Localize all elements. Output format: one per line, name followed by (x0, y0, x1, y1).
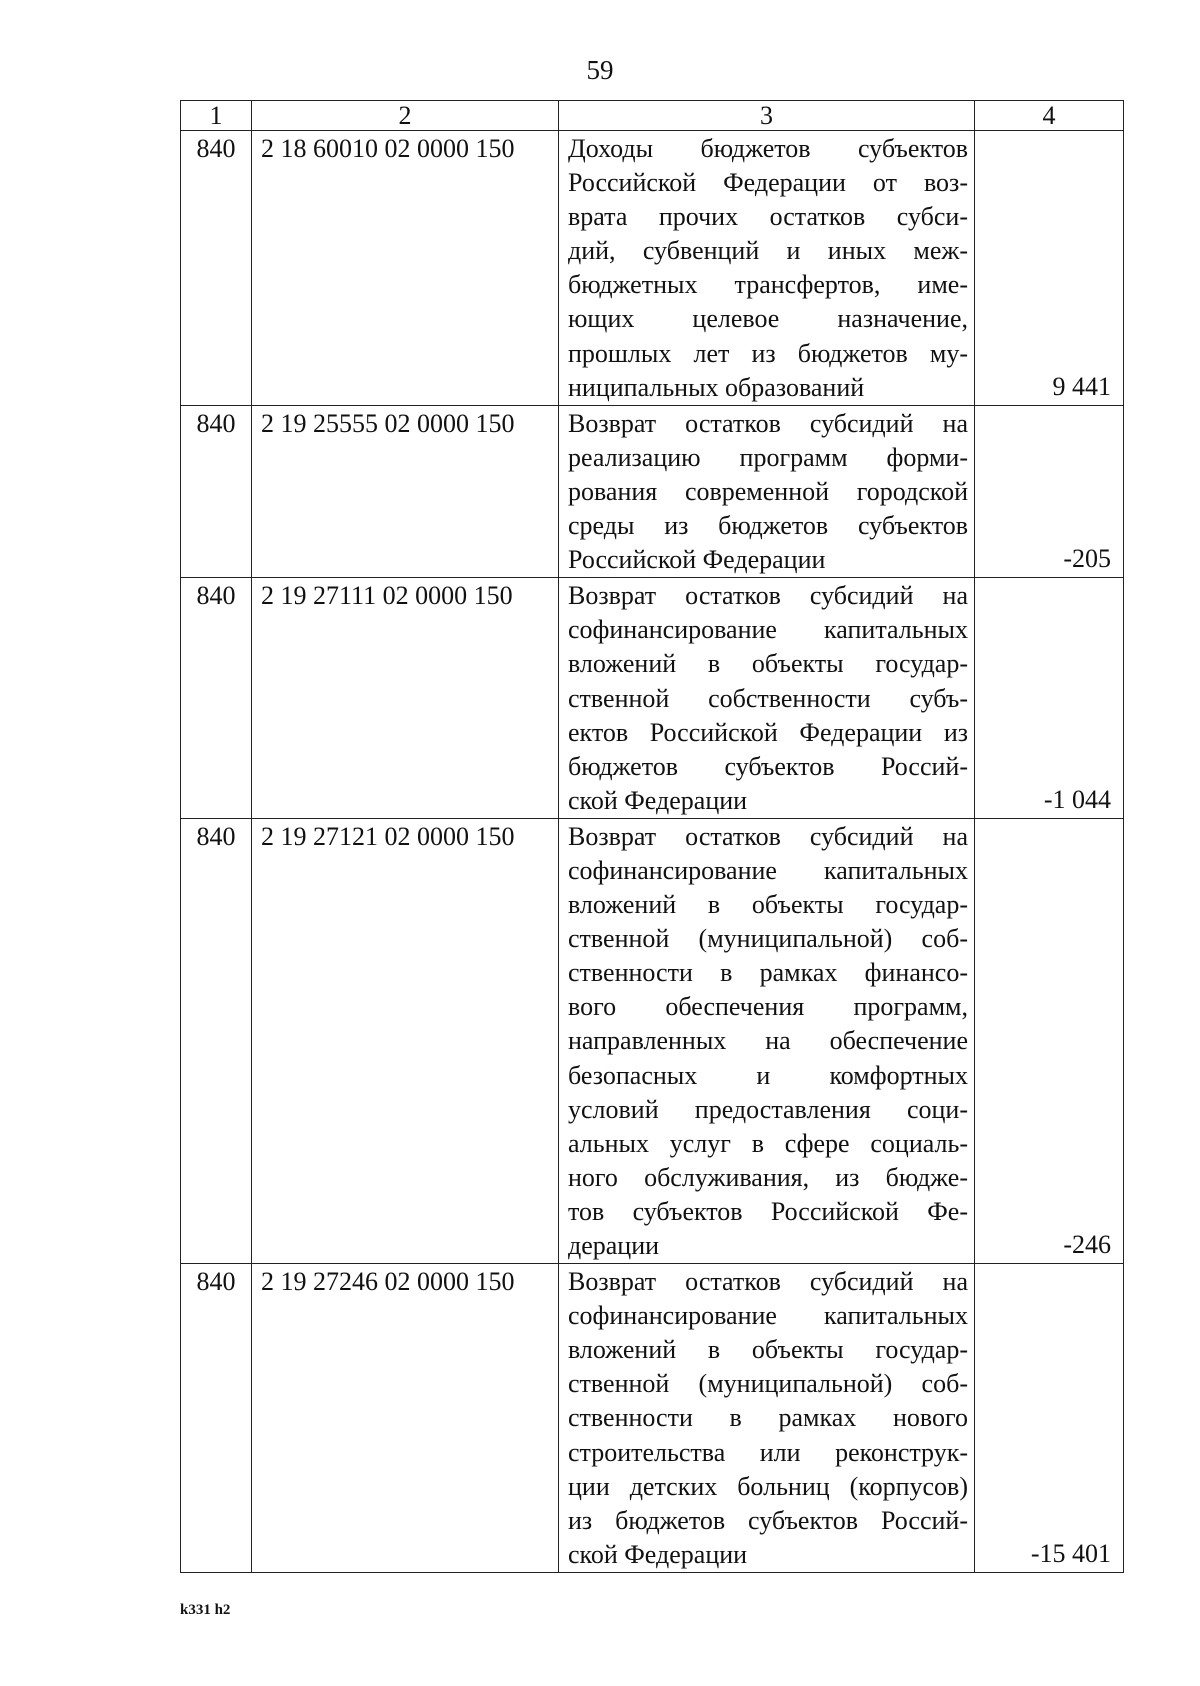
description-line: ственной собственности субъ- (568, 683, 968, 713)
description-cell (559, 405, 975, 577)
description-line: условий предоставления соци- (568, 1094, 968, 1124)
description-line: альных услуг в сфере социаль- (568, 1128, 968, 1158)
description-line: ектов Российской Федерации из (568, 717, 968, 747)
table-header-row (181, 101, 1124, 131)
budget-code-cell: 2 18 60010 02 0000 150 (252, 131, 559, 406)
header-col-2: 2 (252, 101, 559, 131)
description-line: ственности в рамках нового (568, 1403, 968, 1433)
description-line: ции детских больниц (корпусов) (568, 1471, 968, 1501)
budget-code-cell: 2 19 27111 02 0000 150 (252, 578, 559, 819)
description-line: ственной (муниципальной) соб- (568, 924, 968, 954)
admin-code-cell: 840 (181, 578, 252, 819)
description-line: реализацию программ форми- (568, 442, 968, 472)
description-line: Российской Федерации (568, 545, 826, 575)
table-row (181, 818, 1124, 1263)
description-line: ственной (муниципальной) соб- (568, 1369, 968, 1399)
description-cell (559, 818, 975, 1263)
description-line: из бюджетов субъектов Россий- (568, 1505, 968, 1535)
description-line: Возврат остатков субсидий на (568, 821, 968, 851)
description-line: рования современной городской (568, 476, 968, 506)
table-row (181, 1264, 1124, 1573)
description-line: Возврат остатков субсидий на (568, 408, 968, 438)
description-cell (559, 578, 975, 819)
description-line: ниципальных образований (568, 372, 865, 402)
table-row (181, 405, 1124, 577)
description-line: строительства или реконструк- (568, 1437, 968, 1467)
description-line: Возврат остатков субсидий на (568, 1267, 968, 1297)
description-line: вого обеспечения программ, (568, 992, 968, 1022)
amount-cell: 9 441 (975, 131, 1124, 406)
description-line: дерации (568, 1231, 660, 1260)
admin-code-cell: 840 (181, 405, 252, 577)
budget-code-cell: 2 19 27246 02 0000 150 (252, 1264, 559, 1573)
description-line: ного обслуживания, из бюдже- (568, 1162, 968, 1192)
description-line: вложений в объекты государ- (568, 1335, 968, 1365)
amount-cell: -246 (975, 818, 1124, 1263)
table-body (181, 131, 1124, 1573)
amount-cell: -1 044 (975, 578, 1124, 819)
description-line: ющих целевое назначение, (568, 304, 968, 334)
description-line: ственности в рамках финансо- (568, 958, 968, 988)
description-line: вложений в объекты государ- (568, 890, 968, 920)
description-line: вложений в объекты государ- (568, 649, 968, 679)
description-line: Возврат остатков субсидий на (568, 581, 968, 611)
description-line: бюджетов субъектов Россий- (568, 751, 968, 781)
admin-code-cell: 840 (181, 131, 252, 406)
description-line: ской Федерации (568, 785, 748, 815)
description-line: ской Федерации (568, 1539, 748, 1569)
admin-code-cell: 840 (181, 1264, 252, 1573)
header-col-4: 4 (975, 101, 1124, 131)
description-line: дий, субвенций и иных меж- (568, 236, 968, 266)
description-line: Доходы бюджетов субъектов (568, 134, 968, 163)
admin-code-cell: 840 (181, 818, 252, 1263)
budget-code-cell: 2 19 27121 02 0000 150 (252, 818, 559, 1263)
header-col-1: 1 (181, 101, 252, 131)
description-line: Российской Федерации от воз- (568, 168, 968, 198)
description-line: направленных на обеспечение (568, 1026, 968, 1056)
header-col-3: 3 (559, 101, 975, 131)
description-line: тов субъектов Российской Фе- (568, 1196, 968, 1226)
description-line: софинансирование капитальных (568, 615, 968, 645)
description-line: безопасных и комфортных (568, 1060, 968, 1090)
table-row (181, 578, 1124, 819)
description-line: бюджетных трансфертов, име- (568, 270, 968, 300)
page-number: 59 (586, 55, 614, 85)
description-cell (559, 131, 975, 406)
description-cell (559, 1264, 975, 1573)
footer-code: k331 h2 (180, 1602, 231, 1618)
description-line: среды из бюджетов субъектов (568, 511, 968, 541)
amount-cell: -15 401 (975, 1264, 1124, 1573)
description-line: врата прочих остатков субси- (568, 202, 968, 232)
budget-code-cell: 2 19 25555 02 0000 150 (252, 405, 559, 577)
budget-table (180, 100, 1124, 1573)
description-line: софинансирование капитальных (568, 855, 968, 885)
table-row (181, 131, 1124, 406)
amount-cell: -205 (975, 405, 1124, 577)
description-line: софинансирование капитальных (568, 1301, 968, 1331)
description-line: прошлых лет из бюджетов му- (568, 338, 968, 368)
